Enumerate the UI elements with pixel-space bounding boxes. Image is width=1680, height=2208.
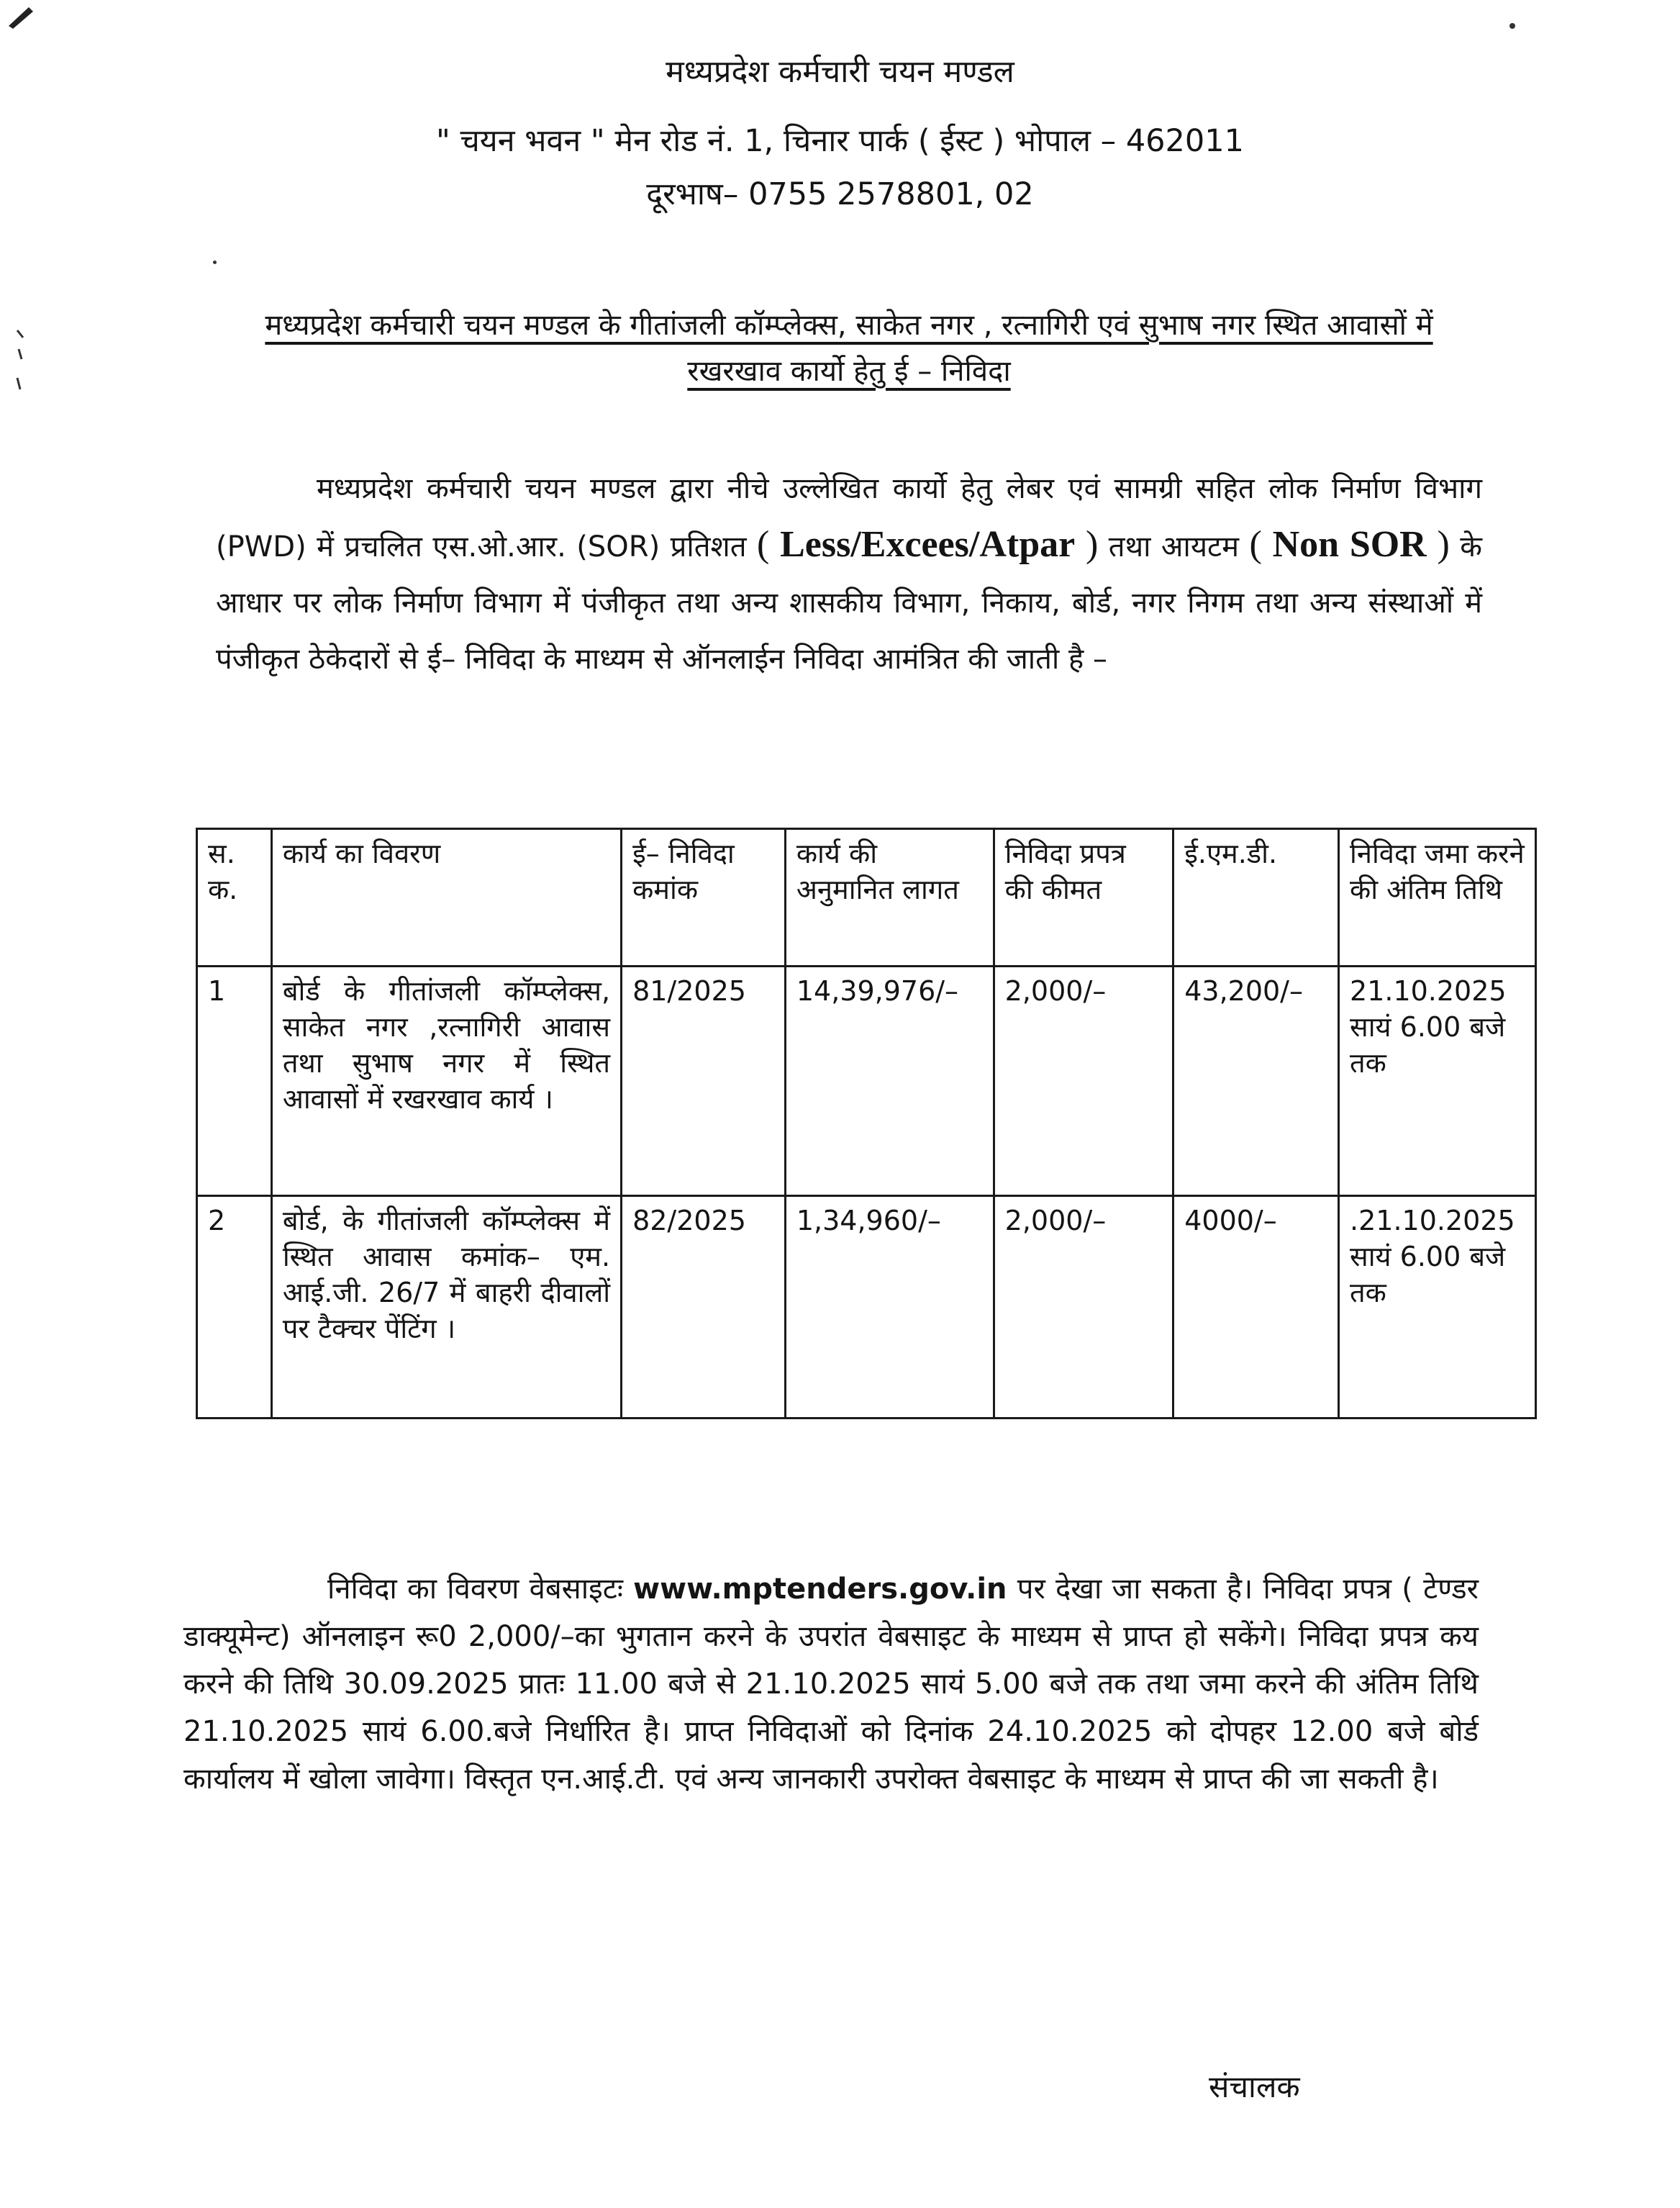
cell-tender-no: 81/2025 <box>622 967 786 1196</box>
org-phone: दूरभाष– 0755 2578801, 02 <box>646 176 1034 212</box>
non-sor-term: ( Non SOR ) <box>1249 524 1450 565</box>
cell-form-price: 2,000/– <box>994 967 1173 1196</box>
sor-terms-text: Less/Excees/Atpar <box>780 524 1076 565</box>
table-row <box>197 967 1536 1196</box>
cell-sno: 1 <box>197 967 272 1196</box>
intro-paragraph <box>216 461 1482 687</box>
table-header-row <box>197 829 1536 967</box>
signatory-title: संचालक <box>1209 2069 1300 2104</box>
cell-description: बोर्ड, के गीतांजली कॉम्प्लेक्स में स्थित आवास कमांक– एम. आई.जी. 26/7 में बाहरी दीवालों पर टैक्चर पेंटिंग । <box>271 1196 621 1419</box>
sor-terms: ( Less/Excees/Atpar ) <box>757 524 1099 565</box>
cell-description: बोर्ड के गीतांजली कॉम्प्लेक्स, साकेत नगर ,रत्नागिरी आवास तथा सुभाष नगर में स्थित आवासों में रखरखाव कार्य । <box>271 967 621 1196</box>
col-header-description: कार्य का विवरण <box>271 829 621 967</box>
col-header-last-date: निविदा जमा करने की अंतिम तिथि <box>1339 829 1536 967</box>
scan-margin-mark <box>13 327 35 392</box>
intro-text-part3: के आधार पर लोक निर्माण विभाग में पंजीकृत तथा अन्य शासकीय विभाग, निकाय, बोर्ड, नगर निगम तथा अन्य संस्थाओं में पंजीकृत ठेकेदारों से ई– निविदा के माध्यम से ऑनलाईन निविदा आमंत्रित की जाती है – <box>216 530 1482 676</box>
cell-tender-no: 82/2025 <box>622 1196 786 1419</box>
table-row <box>197 1196 1536 1419</box>
cell-estimated-cost: 14,39,976/– <box>785 967 994 1196</box>
details-text-part2: पर देखा जा सकता है। निविदा प्रपत्र ( टेण्डर डाक्यूमेन्ट) ऑनलाइन रू0 2,000/–का भुगतान करने के उपरांत वेबसाइट के माध्यम से प्राप्त हो सकेंगे। निविदा प्रपत्र कय करने की तिथि 30.09.2025 प्रातः 11.00 बजे से 21.10.2025 सायं 5.00 बजे तक तथा जमा करने की अंतिम तिथि 21.10.2025 सायं 6.00.बजे निर्धारित है। प्राप्त निविदाओं को दिनांक 24.10.2025 को दोपहर 12.00 बजे बोर्ड कार्यालय में खोला जावेगा। विस्तृत एन.आई.टी. एवं अन्य जानकारी उपरोक्त वेबसाइट के माध्यम से प्राप्त की जा सकती है। <box>183 1573 1479 1796</box>
cell-estimated-cost: 1,34,960/– <box>785 1196 994 1419</box>
non-sor-text: Non SOR <box>1272 524 1427 565</box>
org-address: " चयन भवन " मेन रोड नं. 1, चिनार पार्क ( ईस्ट ) भोपाल – 462011 <box>436 123 1244 159</box>
col-header-estimated-cost: कार्य की अनुमानित लागत <box>785 829 994 967</box>
intro-text-part2: तथा आयटम <box>1108 530 1240 564</box>
cell-sno: 2 <box>197 1196 272 1419</box>
org-name: मध्यप्रदेश कर्मचारी चयन मण्डल <box>666 54 1014 90</box>
cell-last-date: 21.10.2025 सायं 6.00 बजे तक <box>1339 967 1536 1196</box>
details-paragraph <box>183 1565 1479 1803</box>
details-text-part1: निविदा का विवरण वेबसाइटः <box>327 1573 623 1606</box>
tender-website-link[interactable]: www.mptenders.gov.in <box>633 1573 1007 1606</box>
scan-speck <box>1509 23 1515 29</box>
scan-speck <box>213 261 217 264</box>
scan-corner-mark <box>7 4 36 33</box>
cell-last-date: .21.10.2025 सायं 6.00 बजे तक <box>1339 1196 1536 1419</box>
intro-text-part1: मध्यप्रदेश कर्मचारी चयन मण्डल द्वारा नीचे उल्लेखित कार्यो हेतु लेबर एवं सामग्री सहित लोक निर्माण विभाग (PWD) में प्रचलित एस.ओ.आर. (SOR) प्रतिशत <box>216 472 1482 564</box>
col-header-form-price: निविदा प्रपत्र की कीमत <box>994 829 1173 967</box>
tender-table <box>196 828 1537 1419</box>
col-header-tender-no: ई– निविदा कमांक <box>622 829 786 967</box>
col-header-emd: ई.एम.डी. <box>1173 829 1339 967</box>
cell-emd: 4000/– <box>1173 1196 1339 1419</box>
col-header-sno: स. क. <box>197 829 272 967</box>
notice-subject: मध्यप्रदेश कर्मचारी चयन मण्डल के गीतांजली कॉम्प्लेक्स, साकेत नगर , रत्नागिरी एवं सुभाष नगर स्थित आवासों में रखरखाव कार्यो हेतु ई – निविदा <box>265 309 1433 388</box>
cell-emd: 43,200/– <box>1173 967 1339 1196</box>
cell-form-price: 2,000/– <box>994 1196 1173 1419</box>
